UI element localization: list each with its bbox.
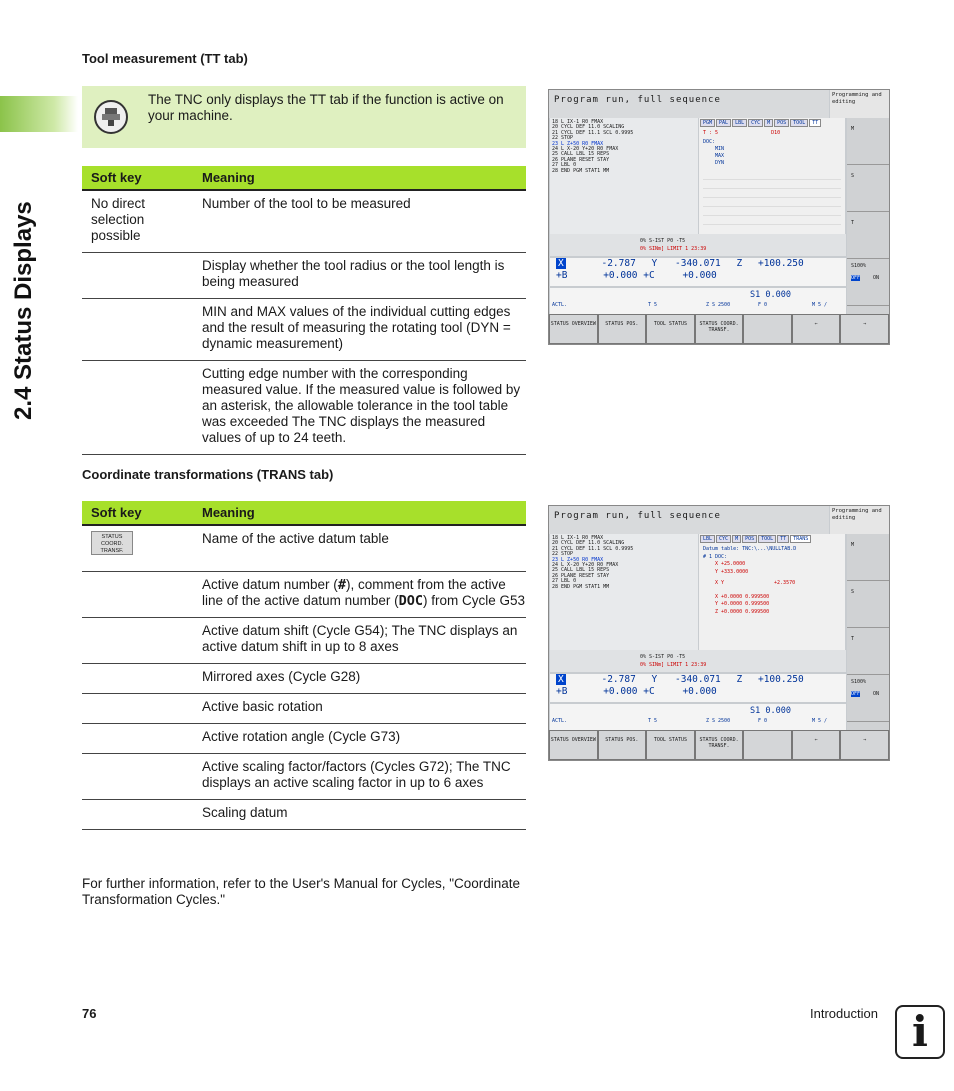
axis-positions: X -2.787 Y -340.071 Z +100.250 +B +0.000 +C +0.000 <box>550 674 846 702</box>
table-row <box>82 190 526 253</box>
tnc-screen-tt <box>548 89 890 345</box>
table-row <box>82 617 526 663</box>
meaning-cell: MIN and MAX values of the individual cutting edges and the result of measuring the rotating tool (DYN = dynamic measurement) <box>193 299 526 361</box>
screen-title: Program run, full sequence <box>549 90 829 118</box>
axis-positions: X -2.787 Y -340.071 Z +100.250 +B +0.000 +C +0.000 <box>550 258 846 286</box>
table-row <box>82 723 526 753</box>
softkey-cell <box>82 361 193 455</box>
status-bar: 0% S-IST P0 -T5 0% SINm] LIMIT 1 23:39 <box>550 650 846 672</box>
trans-softkey-table <box>82 501 526 830</box>
col-header-softkey: Soft key <box>82 501 193 525</box>
table-row <box>82 571 526 617</box>
table-row <box>82 663 526 693</box>
softkey-cell <box>82 299 193 361</box>
chapter-name: Introduction <box>810 1006 878 1021</box>
meaning-cell: Active scaling factor/factors (Cycles G72); The TNC displays an active scaling factor in up to 6 axes <box>193 753 526 799</box>
softkey-coord-transf[interactable]: STATUS COORD. TRANSF. <box>695 730 744 760</box>
machine-note-icon <box>94 100 128 134</box>
softkey-forward-icon[interactable]: ⇒ <box>840 314 889 344</box>
page-number: 76 <box>82 1006 97 1021</box>
meaning-cell: Scaling datum <box>193 799 526 829</box>
meaning-cell: Active basic rotation <box>193 693 526 723</box>
table-row <box>82 525 526 571</box>
meaning-cell: Mirrored axes (Cycle G28) <box>193 663 526 693</box>
softkey-cell: No direct selection possible <box>82 190 193 253</box>
note-text: The TNC only displays the TT tab if the function is active on your machine. <box>148 92 504 123</box>
footer-paragraph: For further information, refer to the User's Manual for Cycles, "Coordinate Transformation Cycles." <box>82 876 521 907</box>
chapter-tab-marker <box>0 96 78 132</box>
table-row <box>82 753 526 799</box>
softkey-forward-icon[interactable]: ⇒ <box>840 730 889 760</box>
table-row <box>82 361 526 455</box>
softkey-coord-transf[interactable]: STATUS COORD. TRANSF. <box>695 314 744 344</box>
softkey-bar <box>549 314 889 344</box>
meaning-cell: Name of the active datum table <box>193 525 526 571</box>
machine-side-panel: M S T S100% OFF ON <box>847 534 889 730</box>
tt-softkey-table <box>82 166 526 455</box>
section-heading-tt: Tool measurement (TT tab) <box>82 51 248 66</box>
softkey-tool-status[interactable]: TOOL STATUS <box>646 730 695 760</box>
softkey-status-overview[interactable]: STATUS OVERVIEW <box>549 730 598 760</box>
col-header-meaning: Meaning <box>193 501 526 525</box>
softkey-cell <box>82 253 193 299</box>
program-listing: 18 L IX-1 R0 FMAX 20 CYCL DEF 11.0 SCALING 21 CYCL DEF 11.1 SCL 0.9995 22 STOP 23 L Z+50 R0 FMAX 24 L X-20 Y+20 R0 FMAX 25 CALL LBL 15 REPS 26 PLANE RESET STAY 27 LBL 0 28 END PGM STAT1 MM <box>550 118 698 234</box>
softkey-status-pos[interactable]: STATUS POS. <box>598 314 647 344</box>
meaning-cell: Cutting edge number with the corresponding measured value. If the measured value is followed by an asterisk, the allowable tolerance in the tool table was exceeded The TNC displays the measured values of up to 24 teeth. <box>193 361 526 455</box>
meaning-cell: Number of the tool to be measured <box>193 190 526 253</box>
softkey-status-overview[interactable]: STATUS OVERVIEW <box>549 314 598 344</box>
tt-status-panel: PGM PAL LBL CYC M POS TOOL TT T : 5 D10 DOC: MIN MAX DYN <box>699 118 845 234</box>
table-row <box>82 299 526 361</box>
screen-title: Program run, full sequence <box>549 506 829 534</box>
meaning-cell: Active datum shift (Cycle G54); The TNC displays an active datum shift in up to 8 axes <box>193 617 526 663</box>
table-row <box>82 693 526 723</box>
spindle-row: S1 0.000 ACTL. T 5 Z S 2500 F 0 M 5 / <box>550 288 846 314</box>
meaning-cell: Active rotation angle (Cycle G73) <box>193 723 526 753</box>
section-heading-trans: Coordinate transformations (TRANS tab) <box>82 467 334 482</box>
softkey-empty[interactable] <box>743 314 792 344</box>
spindle-row: S1 0.000 ACTL. T 5 Z S 2500 F 0 M 5 / <box>550 704 846 730</box>
note-box <box>82 86 526 148</box>
meaning-cell: Active datum number (#), comment from the active line of the active datum number (DOC) from Cycle G53 <box>193 571 526 617</box>
status-bar: 0% S-IST P0 -T5 0% SINm] LIMIT 1 23:39 <box>550 234 846 256</box>
status-coord-transf-softkey[interactable]: STATUS COORD. TRANSF. <box>91 531 133 555</box>
info-icon: i <box>895 1005 945 1059</box>
machine-side-panel: M S T S100% OFF ON <box>847 118 889 314</box>
screen-mode: Programming and editing <box>830 90 889 118</box>
table-row <box>82 253 526 299</box>
col-header-softkey: Soft key <box>82 166 193 190</box>
screen-mode: Programming and editing <box>830 506 889 534</box>
softkey-empty[interactable] <box>743 730 792 760</box>
softkey-bar <box>549 730 889 760</box>
table-row <box>82 799 526 829</box>
meaning-cell: Display whether the tool radius or the tool length is being measured <box>193 253 526 299</box>
col-header-meaning: Meaning <box>193 166 526 190</box>
softkey-back-icon[interactable]: ⇐ <box>792 314 841 344</box>
softkey-back-icon[interactable]: ⇐ <box>792 730 841 760</box>
program-listing: 18 L IX-1 R0 FMAX 20 CYCL DEF 11.0 SCALING 21 CYCL DEF 11.1 SCL 0.9995 22 STOP 23 L Z+50 R0 FMAX 24 L X-20 Y+20 R0 FMAX 25 CALL LBL 15 REPS 26 PLANE RESET STAY 27 LBL 0 28 END PGM STAT1 MM <box>550 534 698 650</box>
softkey-status-pos[interactable]: STATUS POS. <box>598 730 647 760</box>
tnc-screen-trans <box>548 505 890 761</box>
softkey-tool-status[interactable]: TOOL STATUS <box>646 314 695 344</box>
trans-status-panel: LBL CYC M POS TOOL TT TRANS Datum table: TNC:\...\NULLTAB.D # 1 DOC: X +25.0000 Y +333.0000 X Y +2.3570 X +0.0000 0.999500 Y +0.0000 0.999500 Z +0.0000 0.999500 <box>699 534 845 650</box>
softkey-cell <box>82 525 193 571</box>
